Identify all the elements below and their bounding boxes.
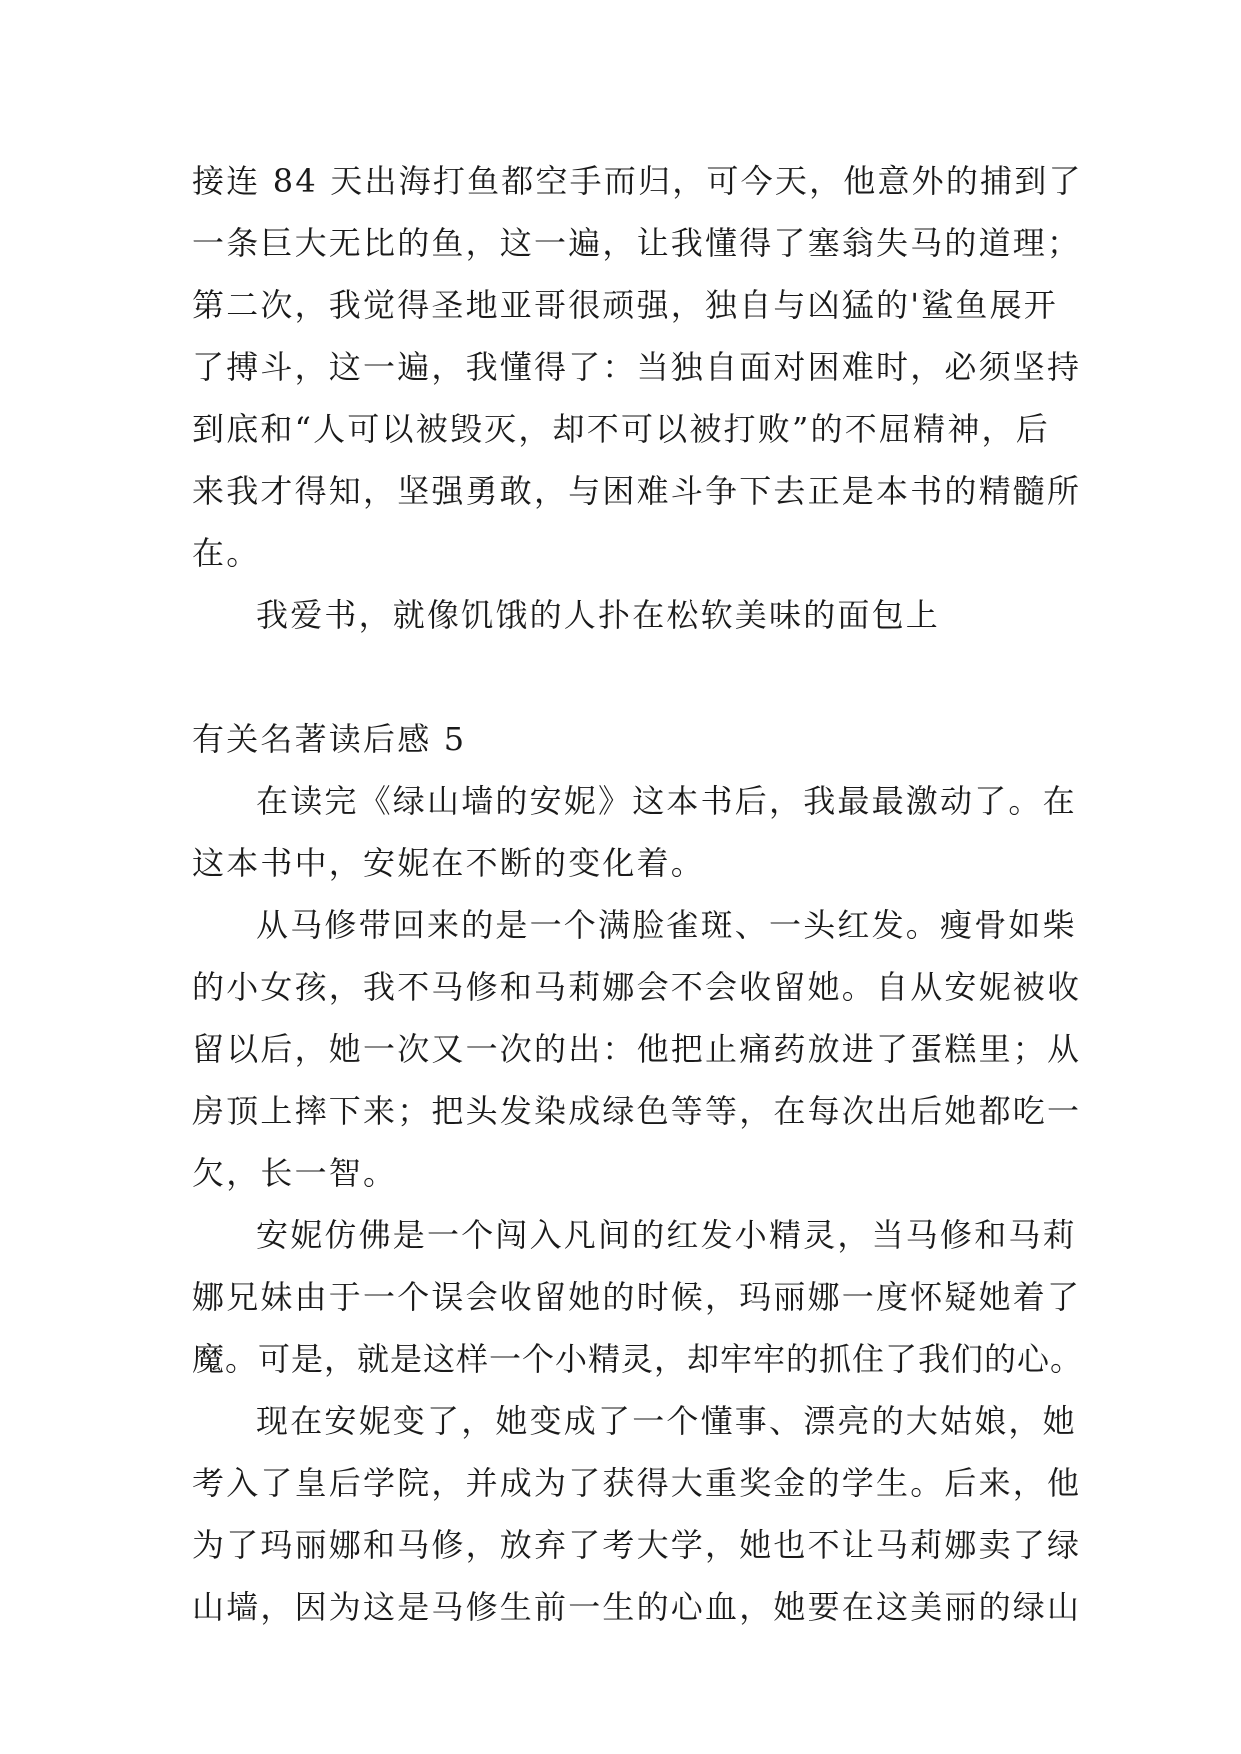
body-text-line: 接连 84 天出海打鱼都空手而归，可今天，他意外的捕到了	[192, 162, 1083, 200]
paragraph-line: 娜兄妹由于一个误会收留她的时候，玛丽娜一度怀疑她着了	[192, 1278, 1082, 1316]
body-text-line: 一条巨大无比的鱼，这一遍，让我懂得了塞翁失马的道理；	[192, 224, 1082, 262]
paragraph-line: 山墙，因为这是马修生前一生的心血，她要在这美丽的绿山	[192, 1588, 1082, 1626]
paragraph-line: 安妮仿佛是一个闯入凡间的红发小精灵，当马修和马莉	[256, 1216, 1077, 1254]
paragraph-line: 现在安妮变了，她变成了一个懂事、漂亮的大姑娘，她	[256, 1402, 1077, 1440]
paragraph-line: 为了玛丽娜和马修，放弃了考大学，她也不让马莉娜卖了绿	[192, 1526, 1082, 1564]
body-text-line: 第二次，我觉得圣地亚哥很顽强，独自与凶猛的'鲨鱼展开	[192, 286, 1058, 324]
section-title: 有关名著读后感 5	[192, 720, 467, 758]
body-text-line: 了搏斗，这一遍，我懂得了：当独自面对困难时，必须坚持	[192, 348, 1082, 386]
paragraph-line: 在读完《绿山墙的安妮》这本书后，我最最激动了。在	[256, 782, 1077, 820]
document-body	[192, 150, 1084, 1638]
paragraph-line: 房顶上摔下来；把头发染成绿色等等，在每次出后她都吃一	[192, 1092, 1082, 1130]
closing-sentence: 我爱书，就像饥饿的人扑在松软美味的面包上	[256, 596, 941, 634]
paragraph-line: 欠，长一智。	[192, 1154, 398, 1192]
body-text-line: 来我才得知，坚强勇敢，与困难斗争下去正是本书的精髓所	[192, 472, 1082, 510]
paragraph-line: 的小女孩，我不马修和马莉娜会不会收留她。自从安妮被收	[192, 968, 1082, 1006]
body-text-line: 在。	[192, 534, 261, 572]
section-spacer	[192, 646, 1062, 708]
paragraph-line: 留以后，她一次又一次的出：他把止痛药放进了蛋糕里；从	[192, 1030, 1082, 1068]
paragraph-line: 魔。可是，就是这样一个小精灵，却牢牢的抓住了我们的心。	[192, 1340, 1084, 1378]
paragraph-line: 这本书中，安妮在不断的变化着。	[192, 844, 706, 882]
paragraph-line: 考入了皇后学院，并成为了获得大重奖金的学生。后来，他	[192, 1464, 1082, 1502]
body-text-line: 到底和“人可以被毁灭，却不可以被打败”的不屈精神，后	[192, 410, 1050, 448]
paragraph-line: 从马修带回来的是一个满脸雀斑、一头红发。瘦骨如柴	[256, 906, 1077, 944]
